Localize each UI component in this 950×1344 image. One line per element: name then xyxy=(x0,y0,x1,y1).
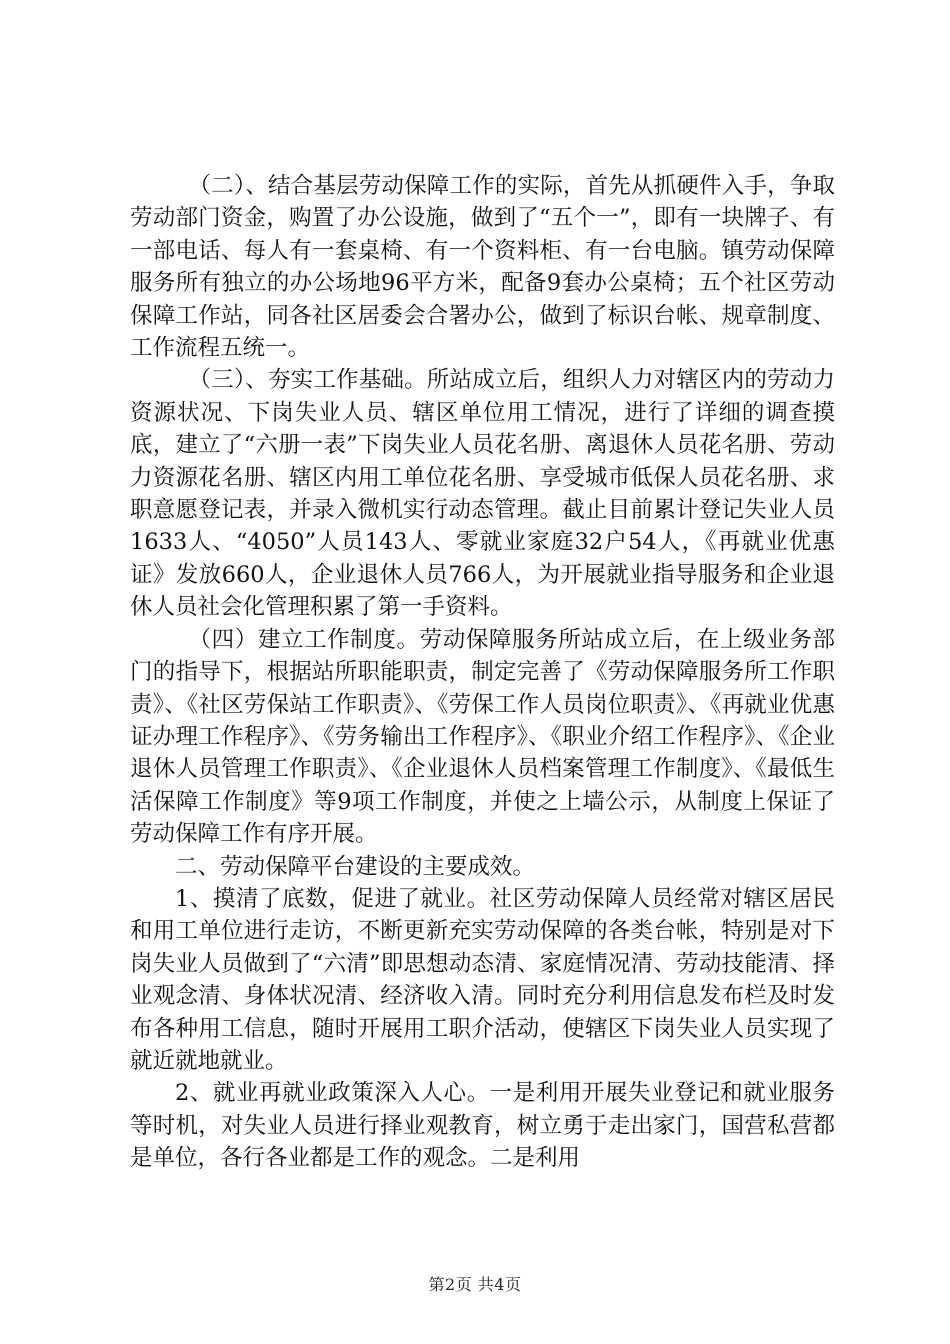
document-body xyxy=(130,170,835,1175)
paragraph-item-1: 1、摸清了底数，促进了就业。社区劳动保障人员经常对辖区居民和用工单位进行走访，不断更新充实劳动保障的各类台帐，特别是对下岗失业人员做到了“六清”即思想动态清、家庭情况清、劳动技能清、择业观念清、身体状况清、经济收入清。同时充分利用信息发布栏及时发布各种用工信息，随时开展用工职介活动，使辖区下岗失业人员实现了就近就地就业。 xyxy=(130,885,835,1074)
paragraph-section-2: （二）、结合基层劳动保障工作的实际，首先从抓硬件入手，争取劳动部门资金，购置了办公设施，做到了“五个一”，即有一块牌子、有一部电话、每人有一套桌椅、有一个资料柜、有一台电脑。镇劳动保障服务所有独立的办公场地96平方米，配备9套办公桌椅；五个社区劳动保障工作站，同各社区居委会合署办公，做到了标识台帐、规章制度、工作流程五统一。 xyxy=(130,173,835,362)
paragraph-section-4: （四）建立工作制度。劳动保障服务所站成立后，在上级业务部门的指导下，根据站所职能职责，制定完善了《劳动保障服务所工作职责》、《社区劳保站工作职责》、《劳保工作人员岗位职责》、《再就业优惠证办理工作程序》、《劳务输出工作程序》、《职业介绍工作程序》、《企业退休人员管理工作职责》、《企业退休人员档案管理工作制度》、《最低生活保障工作制度》等9项工作制度，并使之上墙公示，从制度上保证了劳动保障工作有序开展。 xyxy=(130,626,835,848)
section-heading-achievements: 二、劳动保障平台建设的主要成效。 xyxy=(175,853,536,880)
paragraph-item-2: 2、就业再就业政策深入人心。一是利用开展失业登记和就业服务等时机，对失业人员进行择业观教育，树立勇于走出家门，国营私营都是单位，各行各业都是工作的观念。二是利用 xyxy=(130,1080,835,1172)
page-footer: 第2页 共4页 xyxy=(428,1275,522,1294)
paragraph-section-3: （三）、夯实工作基础。所站成立后，组织人力对辖区内的劳动力资源状况、下岗失业人员、辖区单位用工情况，进行了详细的调查摸底，建立了“六册一表”下岗失业人员花名册、离退休人员花名册、劳动力资源花名册、辖区内用工单位花名册、享受城市低保人员花名册、求职意愿登记表，并录入微机实行动态管理。截止目前累计登记失业人员1633人、“4050”人员143人、零就业家庭32户54人，《再就业优惠证》发放660人，企业退休人员766人，为开展就业指导服务和企业退休人员社会化管理积累了第一手资料。 xyxy=(130,367,835,621)
